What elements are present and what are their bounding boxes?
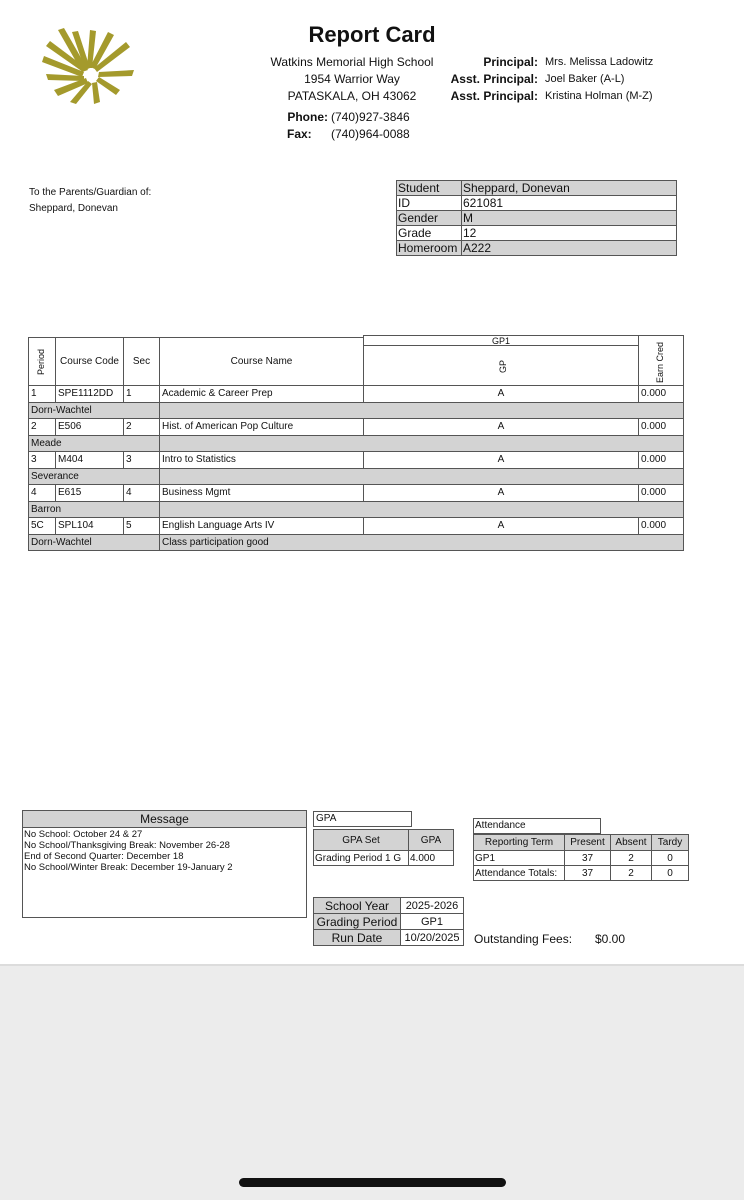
recipient-line-1: To the Parents/Guardian of:	[29, 187, 152, 198]
teacher-cell: Severance	[28, 468, 160, 486]
grades-table	[28, 335, 683, 550]
student-info-label: Grade	[397, 226, 462, 241]
earn-cred-cell: 0.000	[638, 385, 684, 403]
message-line: No School/Thanksgiving Break: November 26-28	[24, 840, 230, 851]
term-info-row	[314, 898, 464, 914]
gpa-value: 4.000	[409, 851, 454, 866]
student-info-row	[397, 241, 677, 256]
student-info-row	[397, 196, 677, 211]
course-name-cell: English Language Arts IV	[159, 517, 364, 535]
sec-cell: 3	[123, 451, 160, 469]
message-title: Message	[23, 811, 306, 828]
sec-cell: 2	[123, 418, 160, 436]
course-name-cell: Hist. of American Pop Culture	[159, 418, 364, 436]
comment-cell	[159, 501, 684, 519]
earn-cred-cell: 0.000	[638, 484, 684, 502]
course-code-cell: E615	[55, 484, 124, 502]
teacher-cell: Dorn-Wachtel	[28, 534, 160, 552]
principal-name: Mrs. Melissa Ladowitz	[545, 56, 654, 68]
sec-cell: 5	[123, 517, 160, 535]
term-info-value: 10/20/2025	[401, 930, 464, 946]
term-info-label: Run Date	[314, 930, 401, 946]
page-edge	[0, 964, 744, 966]
gp-header-label: GP	[498, 359, 508, 373]
attendance-table	[473, 834, 689, 881]
attendance-title: Attendance	[473, 818, 601, 834]
student-info-label: ID	[397, 196, 462, 211]
attendance-cell: 37	[565, 851, 611, 866]
course-name-cell: Intro to Statistics	[159, 451, 364, 469]
period-header-label: Period	[36, 348, 46, 375]
phone-value: (740)927-3846	[331, 110, 410, 124]
comment-cell	[159, 468, 684, 486]
term-info-label: School Year	[314, 898, 401, 914]
student-info-label: Student	[397, 181, 462, 196]
attendance-row	[474, 851, 689, 866]
student-info-label: Homeroom	[397, 241, 462, 256]
grade-cell: A	[363, 484, 639, 502]
course-name-cell: Academic & Career Prep	[159, 385, 364, 403]
term-info-value: GP1	[401, 914, 464, 930]
earn-cred-cell: 0.000	[638, 451, 684, 469]
teacher-cell: Barron	[28, 501, 160, 519]
period-cell: 3	[28, 451, 56, 469]
comment-cell	[159, 402, 684, 420]
gpa-set: Grading Period 1 G	[314, 851, 409, 866]
message-lines	[23, 828, 306, 874]
student-info-value: A222	[462, 241, 677, 256]
attendance-cell: 0	[652, 866, 689, 881]
sec-cell: 4	[123, 484, 160, 502]
course-code-cell: M404	[55, 451, 124, 469]
school-street: 1954 Warrior Way	[304, 72, 400, 86]
term-info-table	[313, 897, 464, 946]
comment-cell	[159, 435, 684, 453]
term-info-row	[314, 930, 464, 946]
course-code-cell: E506	[55, 418, 124, 436]
attendance-cell: 0	[652, 851, 689, 866]
course-code-cell: SPL104	[55, 517, 124, 535]
message-line: No School: October 24 & 27	[24, 829, 143, 840]
term-info-label: Grading Period	[314, 914, 401, 930]
term-header: GP1	[363, 335, 639, 346]
asst-principal-name-1: Joel Baker (A-L)	[545, 73, 625, 85]
comment-cell: Class participation good	[159, 534, 684, 552]
teacher-cell: Dorn-Wachtel	[28, 402, 160, 420]
asst-principal-label-1: Asst. Principal:	[450, 72, 538, 86]
sec-header: Sec	[123, 337, 160, 386]
fax-label: Fax:	[287, 127, 312, 141]
period-cell: 2	[28, 418, 56, 436]
period-cell: 5C	[28, 517, 56, 535]
student-info-row	[397, 181, 677, 196]
attendance-row	[474, 866, 689, 881]
gpa-table	[313, 829, 454, 866]
grade-cell: A	[363, 517, 639, 535]
student-info-value: M	[462, 211, 677, 226]
course-name-header: Course Name	[159, 337, 364, 386]
gpa-title: GPA	[313, 811, 412, 827]
outstanding-fees-value: $0.00	[595, 932, 626, 946]
attendance-cell: 2	[611, 851, 652, 866]
grade-cell: A	[363, 451, 639, 469]
attendance-header: Absent	[611, 835, 652, 851]
attendance-cell: 2	[611, 866, 652, 881]
period-cell: 4	[28, 484, 56, 502]
asst-principal-name-2: Kristina Holman (M-Z)	[545, 90, 653, 102]
school-city: PATASKALA, OH 43062	[287, 89, 417, 103]
grade-cell: A	[363, 418, 639, 436]
student-info-row	[397, 211, 677, 226]
phone-label: Phone:	[287, 110, 328, 124]
student-info-value: 621081	[462, 196, 677, 211]
attendance-cell: Attendance Totals:	[474, 866, 565, 881]
period-cell: 1	[28, 385, 56, 403]
student-info-label: Gender	[397, 211, 462, 226]
earn-cred-header-label: Earn Cred	[655, 341, 665, 383]
fax-value: (740)964-0088	[331, 127, 410, 141]
sec-cell: 1	[123, 385, 160, 403]
student-info-value: 12	[462, 226, 677, 241]
message-line: End of Second Quarter: December 18	[24, 851, 184, 862]
gpa-value-header: GPA	[409, 830, 454, 851]
earn-cred-cell: 0.000	[638, 418, 684, 436]
term-info-row	[314, 914, 464, 930]
course-code-cell: SPE1112DD	[55, 385, 124, 403]
student-info-table	[396, 180, 677, 256]
teacher-cell: Meade	[28, 435, 160, 453]
attendance-cell: 37	[565, 866, 611, 881]
attendance-header: Reporting Term	[474, 835, 565, 851]
message-line: No School/Winter Break: December 19-January 2	[24, 862, 233, 873]
student-info-row	[397, 226, 677, 241]
home-indicator[interactable]	[239, 1178, 506, 1187]
school-name: Watkins Memorial High School	[270, 55, 434, 69]
course-name-cell: Business Mgmt	[159, 484, 364, 502]
attendance-header: Present	[565, 835, 611, 851]
course-code-header: Course Code	[55, 337, 124, 386]
term-info-value: 2025-2026	[401, 898, 464, 914]
gpa-set-header: GPA Set	[314, 830, 409, 851]
recipient-line-2: Sheppard, Donevan	[29, 203, 118, 214]
message-box	[22, 810, 307, 918]
earn-cred-cell: 0.000	[638, 517, 684, 535]
attendance-header: Tardy	[652, 835, 689, 851]
principal-label: Principal:	[483, 55, 538, 69]
outstanding-fees-label: Outstanding Fees:	[474, 932, 573, 946]
grade-cell: A	[363, 385, 639, 403]
asst-principal-label-2: Asst. Principal:	[450, 89, 538, 103]
attendance-cell: GP1	[474, 851, 565, 866]
student-info-value: Sheppard, Donevan	[462, 181, 677, 196]
page-title: Report Card	[308, 22, 436, 47]
